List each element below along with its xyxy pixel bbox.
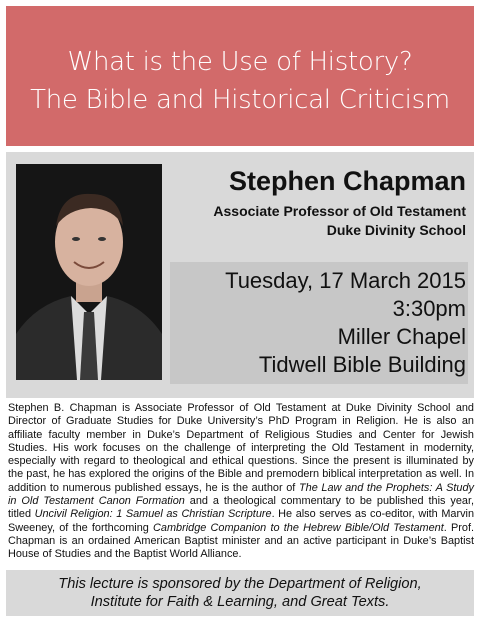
bio-text-2: and a theological commentary to be published this year, titled [8, 495, 474, 521]
portrait-illustration [16, 164, 162, 380]
bio-text-4: . Prof. Chapman is an ordained American Baptist minister and an active participant in Duke’s Baptist House of Studies and the Baptist World Alliance. [8, 521, 474, 561]
sponsor-footer [6, 570, 474, 616]
bio-text-1: Stephen B. Chapman is Associate Professor of Old Testament at Duke Divinity School and Director of Graduate Studies for Duke University’s PhD Program in Religion. He is also an affiliate faculty member in Duke’s Department of Religious Studies and Center for Jewish Studies. His work focuses on the challenge of interpreting the Old Testament in modernity, especially with regard to theological and ethical questions. Since the present is illuminated by the past, he has explored the origins of the Bible and premodern biblical interpretation as well. In addition to numerous published essays, he is the author of [8, 402, 474, 494]
event-venue: Miller Chapel [337, 324, 466, 349]
event-building: Tidwell Bible Building [258, 352, 466, 377]
speaker-bio [8, 402, 474, 562]
speaker-title: Associate Professor of Old Testament [213, 203, 466, 219]
event-date: Tuesday, 17 March 2015 [225, 268, 466, 293]
speaker-school: Duke Divinity School [326, 222, 466, 238]
sponsor-line-1: This lecture is sponsored by the Department of Religion, [58, 576, 422, 592]
title-line-1: What is the Use of History? [67, 47, 413, 77]
title-banner [6, 6, 474, 146]
speaker-photo [16, 164, 162, 380]
book-title-2: Uncivil Religion: 1 Samuel as Christian Scripture [34, 508, 272, 521]
title-line-2: The Bible and Historical Criticism [30, 85, 450, 115]
bio-text-3: . He also serves as co-editor, with Marvin Sweeney, of the forthcoming [8, 508, 475, 534]
book-title-1: The Law and the Prophets: A Study in Old Testament Canon Formation [8, 481, 474, 508]
speaker-name: Stephen Chapman [228, 166, 466, 196]
sponsor-line-2: Institute for Faith & Learning, and Great Texts. [90, 594, 390, 610]
book-title-3: Cambridge Companion to the Hebrew Bible/Old Testament [153, 521, 444, 534]
event-time: 3:30pm [392, 296, 466, 321]
